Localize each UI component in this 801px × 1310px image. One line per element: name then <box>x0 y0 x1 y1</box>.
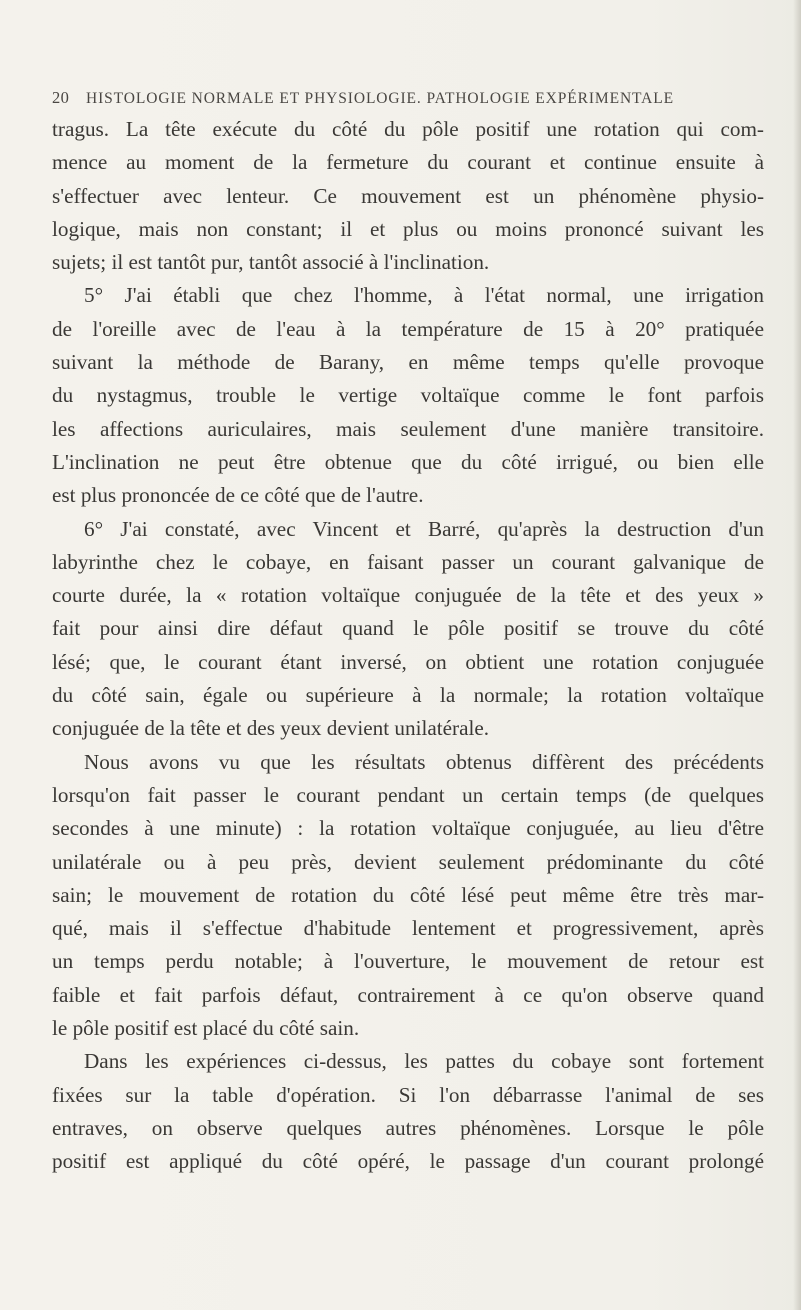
text-line: de l'oreille avec de l'eau à la température de 15 à 20° pratiquée <box>52 316 764 341</box>
text-line: Dans les expériences ci-dessus, les pattes du cobaye sont fortement <box>84 1049 764 1074</box>
text-line: mence au moment de la fermeture du courant et continue ensuite à <box>52 150 764 175</box>
text-line: L'inclination ne peut être obtenue que du côté irrigué, ou bien elle <box>52 449 764 474</box>
text-line: un temps perdu notable; à l'ouverture, le mouvement de retour est <box>52 949 764 974</box>
running-header <box>52 88 764 112</box>
text-line: secondes à une minute) : la rotation voltaïque conjuguée, au lieu d'être <box>52 816 764 841</box>
text-line: 6° J'ai constaté, avec Vincent et Barré, qu'après la destruction d'un <box>84 516 764 541</box>
text-line: suivant la méthode de Barany, en même temps qu'elle provoque <box>52 350 764 375</box>
text-line: 5° J'ai établi que chez l'homme, à l'état normal, une irrigation <box>84 283 764 308</box>
page-number: 20 <box>52 88 70 107</box>
text-line: est plus prononcée de ce côté que de l'autre. <box>52 483 424 508</box>
text-line: fait pour ainsi dire défaut quand le pôle positif se trouve du côté <box>52 616 764 641</box>
text-line: entraves, on observe quelques autres phénomènes. Lorsque le pôle <box>52 1115 764 1140</box>
text-line: tragus. La tête exécute du côté du pôle positif une rotation qui com- <box>52 117 764 141</box>
text-line: Nous avons vu que les résultats obtenus diffèrent des précédents <box>84 749 764 774</box>
running-title: HISTOLOGIE NORMALE ET PHYSIOLOGIE. PATHOLOGIE EXPÉRIMENTALE <box>86 90 675 107</box>
text-line: faible et fait parfois défaut, contrairement à ce qu'on observe quand <box>52 982 764 1007</box>
text-line: du nystagmus, trouble le vertige voltaïque comme le font parfois <box>52 383 764 408</box>
text-line: qué, mais il s'effectue d'habitude lentement et progressivement, après <box>52 916 764 941</box>
text-line: labyrinthe chez le cobaye, en faisant passer un courant galvanique de <box>52 549 764 574</box>
text-line: logique, mais non constant; il et plus ou moins prononcé suivant les <box>52 216 764 241</box>
text-line: sujets; il est tantôt pur, tantôt associé à l'inclination. <box>52 250 490 275</box>
text-line: positif est appliqué du côté opéré, le passage d'un courant prolongé <box>52 1149 764 1174</box>
text-line: courte durée, la « rotation voltaïque conjuguée de la tête et des yeux » <box>52 583 764 608</box>
text-line: unilatérale ou à peu près, devient seulement prédominante du côté <box>52 849 764 874</box>
text-line: du côté sain, égale ou supérieure à la normale; la rotation voltaïque <box>52 683 764 708</box>
text-line: lorsqu'on fait passer le courant pendant un certain temps (de quelques <box>52 782 764 807</box>
page-edge-shadow <box>793 0 801 1310</box>
text-line: les affections auriculaires, mais seulement d'une manière transitoire. <box>52 416 764 441</box>
text-line: le pôle positif est placé du côté sain. <box>52 1016 360 1041</box>
text-line: lésé; que, le courant étant inversé, on obtient une rotation conjuguée <box>52 649 764 674</box>
text-line: conjuguée de la tête et des yeux devient unilatérale. <box>52 716 490 741</box>
text-line: sain; le mouvement de rotation du côté lésé peut même être très mar- <box>52 882 764 907</box>
text-line: fixées sur la table d'opération. Si l'on débarrasse l'animal de ses <box>52 1082 764 1107</box>
body-text <box>52 113 764 1179</box>
text-line: s'effectuer avec lenteur. Ce mouvement est un phénomène physio- <box>52 183 764 208</box>
